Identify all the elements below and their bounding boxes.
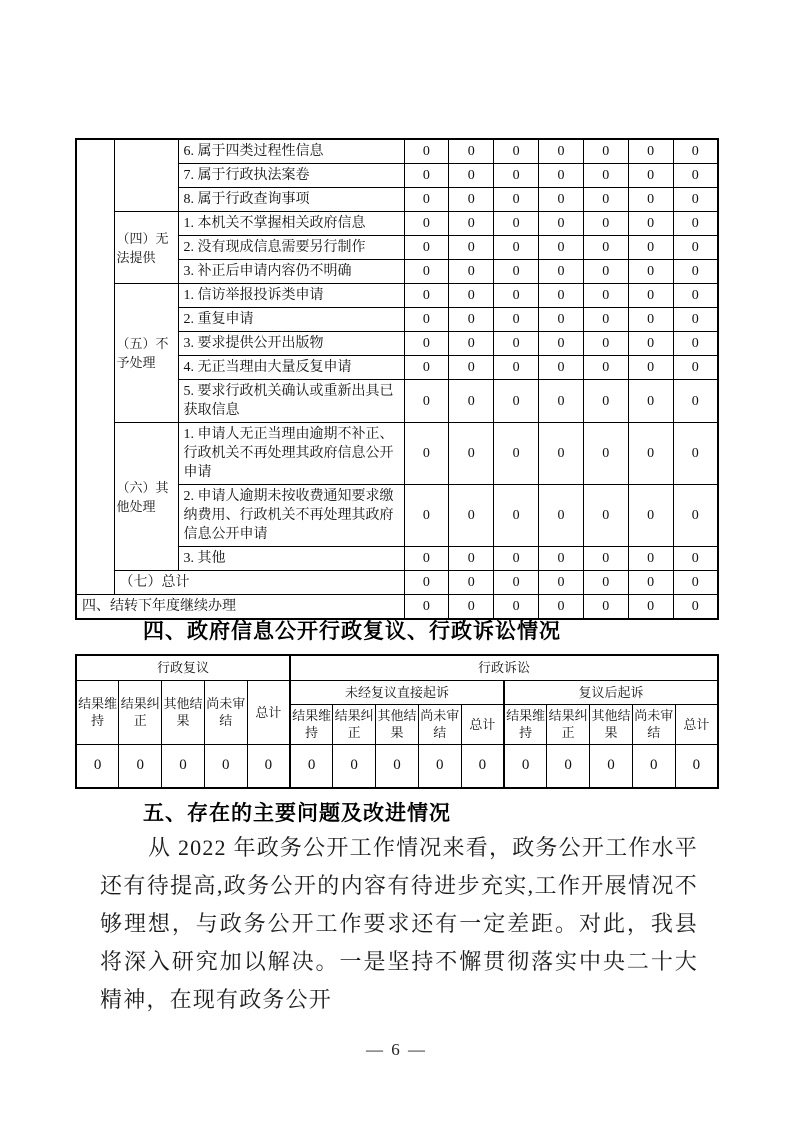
value-cell: 0 xyxy=(404,139,449,164)
table-header-row xyxy=(76,655,718,680)
value-cell: 0 xyxy=(583,284,628,308)
value-cell: 0 xyxy=(449,423,494,485)
value-cell: 0 xyxy=(404,356,449,380)
value-cell: 0 xyxy=(539,356,584,380)
value-cell: 0 xyxy=(539,485,584,547)
value-cell: 0 xyxy=(404,571,449,595)
category-cell: （五）不予处理 xyxy=(114,284,178,423)
col-header: 结果纠正 xyxy=(333,704,376,744)
value-cell: 0 xyxy=(673,356,718,380)
value-cell: 0 xyxy=(333,744,376,788)
col-header: 结果维持 xyxy=(290,704,333,744)
value-cell: 0 xyxy=(675,744,718,788)
value-cell: 0 xyxy=(494,139,539,164)
value-cell: 0 xyxy=(673,188,718,212)
value-cell: 0 xyxy=(628,571,673,595)
value-cell: 0 xyxy=(583,356,628,380)
review-litigation-table xyxy=(75,654,719,789)
table-data-row xyxy=(76,744,718,788)
value-cell: 0 xyxy=(628,236,673,260)
value-cell: 0 xyxy=(418,744,461,788)
table-row xyxy=(76,423,718,485)
value-cell: 0 xyxy=(539,547,584,571)
table-row-total xyxy=(76,571,718,595)
value-cell: 0 xyxy=(583,188,628,212)
category-cell-empty xyxy=(114,139,178,212)
page-number: — 6 — xyxy=(366,1040,427,1059)
value-cell: 0 xyxy=(673,380,718,423)
section4-title: 四、政府信息公开行政复议、行政诉讼情况 xyxy=(143,620,561,643)
value-cell: 0 xyxy=(494,380,539,423)
value-cell: 0 xyxy=(673,332,718,356)
value-cell: 0 xyxy=(404,236,449,260)
value-cell: 0 xyxy=(449,139,494,164)
value-cell: 0 xyxy=(449,308,494,332)
value-cell: 0 xyxy=(461,744,504,788)
value-cell: 0 xyxy=(539,380,584,423)
value-cell: 0 xyxy=(494,260,539,284)
value-cell: 0 xyxy=(449,260,494,284)
value-cell: 0 xyxy=(583,308,628,332)
value-cell: 0 xyxy=(628,212,673,236)
value-cell: 0 xyxy=(494,423,539,485)
value-cell: 0 xyxy=(449,380,494,423)
request-handling-table xyxy=(75,138,719,620)
value-cell: 0 xyxy=(204,744,247,788)
row-label: 3. 其他 xyxy=(178,547,404,571)
value-cell: 0 xyxy=(547,744,590,788)
value-cell: 0 xyxy=(494,284,539,308)
value-cell: 0 xyxy=(494,332,539,356)
value-cell: 0 xyxy=(673,164,718,188)
col-header: 结果纠正 xyxy=(547,704,590,744)
value-cell: 0 xyxy=(583,212,628,236)
table-row xyxy=(76,284,718,308)
col-header: 其他结果 xyxy=(590,704,633,744)
value-cell: 0 xyxy=(628,139,673,164)
col-header: 总计 xyxy=(675,704,718,744)
row-label: 3. 要求提供公开出版物 xyxy=(178,332,404,356)
value-cell: 0 xyxy=(494,308,539,332)
value-cell: 0 xyxy=(583,485,628,547)
row-label: 2. 申请人逾期未按收费通知要求缴纳费用、行政机关不再处理其政府信息公开申请 xyxy=(178,485,404,547)
value-cell: 0 xyxy=(404,260,449,284)
value-cell: 0 xyxy=(404,547,449,571)
value-cell: 0 xyxy=(583,547,628,571)
col-header: 尚未审结 xyxy=(204,680,247,744)
value-cell: 0 xyxy=(628,423,673,485)
value-cell: 0 xyxy=(404,423,449,485)
value-cell: 0 xyxy=(247,744,290,788)
row-label: 2. 重复申请 xyxy=(178,308,404,332)
value-cell: 0 xyxy=(449,485,494,547)
value-cell: 0 xyxy=(628,188,673,212)
value-cell: 0 xyxy=(583,139,628,164)
value-cell: 0 xyxy=(539,595,584,620)
value-cell: 0 xyxy=(583,571,628,595)
value-cell: 0 xyxy=(628,356,673,380)
value-cell: 0 xyxy=(494,595,539,620)
value-cell: 0 xyxy=(632,744,675,788)
value-cell: 0 xyxy=(673,236,718,260)
value-cell: 0 xyxy=(628,595,673,620)
carryover-row-label: 四、结转下年度继续办理 xyxy=(76,595,404,620)
value-cell: 0 xyxy=(539,212,584,236)
value-cell: 0 xyxy=(539,164,584,188)
header-admin-review: 行政复议 xyxy=(76,655,290,680)
value-cell: 0 xyxy=(628,332,673,356)
value-cell: 0 xyxy=(539,284,584,308)
value-cell: 0 xyxy=(628,547,673,571)
value-cell: 0 xyxy=(449,236,494,260)
value-cell: 0 xyxy=(673,485,718,547)
value-cell: 0 xyxy=(628,260,673,284)
col-header: 其他结果 xyxy=(162,680,205,744)
left-spanner-cell xyxy=(76,139,114,595)
value-cell: 0 xyxy=(673,139,718,164)
value-cell: 0 xyxy=(673,547,718,571)
value-cell: 0 xyxy=(494,547,539,571)
value-cell: 0 xyxy=(628,485,673,547)
value-cell: 0 xyxy=(494,236,539,260)
value-cell: 0 xyxy=(628,284,673,308)
value-cell: 0 xyxy=(539,308,584,332)
row-label: 6. 属于四类过程性信息 xyxy=(178,139,404,164)
value-cell: 0 xyxy=(583,595,628,620)
value-cell: 0 xyxy=(494,571,539,595)
value-cell: 0 xyxy=(628,308,673,332)
value-cell: 0 xyxy=(119,744,162,788)
value-cell: 0 xyxy=(162,744,205,788)
value-cell: 0 xyxy=(673,212,718,236)
table-header-row xyxy=(76,680,718,704)
header-direct-suit: 未经复议直接起诉 xyxy=(290,680,504,704)
value-cell: 0 xyxy=(628,164,673,188)
value-cell: 0 xyxy=(583,260,628,284)
total-row-label: （七）总计 xyxy=(114,571,404,595)
category-cell: （六）其他处理 xyxy=(114,423,178,571)
row-label: 1. 申请人无正当理由逾期不补正、行政机关不再处理其政府信息公开申请 xyxy=(178,423,404,485)
value-cell: 0 xyxy=(449,571,494,595)
value-cell: 0 xyxy=(539,260,584,284)
value-cell: 0 xyxy=(494,212,539,236)
value-cell: 0 xyxy=(583,332,628,356)
value-cell: 0 xyxy=(494,485,539,547)
value-cell: 0 xyxy=(583,380,628,423)
value-cell: 0 xyxy=(628,380,673,423)
value-cell: 0 xyxy=(404,308,449,332)
row-label: 5. 要求行政机关确认或重新出具已获取信息 xyxy=(178,380,404,423)
row-label: 7. 属于行政执法案卷 xyxy=(178,164,404,188)
value-cell: 0 xyxy=(494,356,539,380)
value-cell: 0 xyxy=(404,212,449,236)
value-cell: 0 xyxy=(76,744,119,788)
header-admin-litigation: 行政诉讼 xyxy=(290,655,718,680)
col-header: 结果维持 xyxy=(504,704,547,744)
table-row xyxy=(76,139,718,164)
row-label: 8. 属于行政查询事项 xyxy=(178,188,404,212)
row-label: 1. 本机关不掌握相关政府信息 xyxy=(178,212,404,236)
value-cell: 0 xyxy=(449,547,494,571)
row-label: 1. 信访举报投诉类申请 xyxy=(178,284,404,308)
value-cell: 0 xyxy=(404,595,449,620)
value-cell: 0 xyxy=(449,356,494,380)
value-cell: 0 xyxy=(449,188,494,212)
value-cell: 0 xyxy=(449,284,494,308)
value-cell: 0 xyxy=(404,485,449,547)
body-paragraph: 从 2022 年政务公开工作情况来看，政务公开工作水平还有待提高,政务公开的内容有待进步充实,工作开展情况不够理想，与政务公开工作要求还有一定差距。对此，我县将深入研究加以解决。一是坚持不懈贯彻落实中央二十大精神，在现有政务公开 xyxy=(100,835,698,1012)
value-cell: 0 xyxy=(539,332,584,356)
row-label: 2. 没有现成信息需要另行制作 xyxy=(178,236,404,260)
col-header: 总计 xyxy=(461,704,504,744)
value-cell: 0 xyxy=(539,188,584,212)
category-cell: （四）无法提供 xyxy=(114,212,178,284)
value-cell: 0 xyxy=(539,139,584,164)
value-cell: 0 xyxy=(404,380,449,423)
value-cell: 0 xyxy=(404,164,449,188)
table-row xyxy=(76,212,718,236)
col-header: 结果纠正 xyxy=(119,680,162,744)
value-cell: 0 xyxy=(449,595,494,620)
value-cell: 0 xyxy=(504,744,547,788)
value-cell: 0 xyxy=(449,332,494,356)
col-header: 总计 xyxy=(247,680,290,744)
value-cell: 0 xyxy=(583,423,628,485)
value-cell: 0 xyxy=(376,744,419,788)
value-cell: 0 xyxy=(494,164,539,188)
value-cell: 0 xyxy=(673,571,718,595)
value-cell: 0 xyxy=(673,423,718,485)
value-cell: 0 xyxy=(590,744,633,788)
value-cell: 0 xyxy=(673,308,718,332)
value-cell: 0 xyxy=(404,188,449,212)
value-cell: 0 xyxy=(449,212,494,236)
row-label: 4. 无正当理由大量反复申请 xyxy=(178,356,404,380)
value-cell: 0 xyxy=(539,236,584,260)
value-cell: 0 xyxy=(673,595,718,620)
col-header: 结果维持 xyxy=(76,680,119,744)
value-cell: 0 xyxy=(583,236,628,260)
value-cell: 0 xyxy=(404,332,449,356)
header-suit-after-review: 复议后起诉 xyxy=(504,680,718,704)
value-cell: 0 xyxy=(673,284,718,308)
value-cell: 0 xyxy=(494,188,539,212)
value-cell: 0 xyxy=(290,744,333,788)
row-label: 3. 补正后申请内容仍不明确 xyxy=(178,260,404,284)
value-cell: 0 xyxy=(539,423,584,485)
value-cell: 0 xyxy=(404,284,449,308)
col-header: 其他结果 xyxy=(376,704,419,744)
value-cell: 0 xyxy=(449,164,494,188)
col-header: 尚未审结 xyxy=(418,704,461,744)
value-cell: 0 xyxy=(583,164,628,188)
value-cell: 0 xyxy=(539,571,584,595)
section5-title: 五、存在的主要问题及改进情况 xyxy=(143,802,451,825)
value-cell: 0 xyxy=(673,260,718,284)
col-header: 尚未审结 xyxy=(632,704,675,744)
